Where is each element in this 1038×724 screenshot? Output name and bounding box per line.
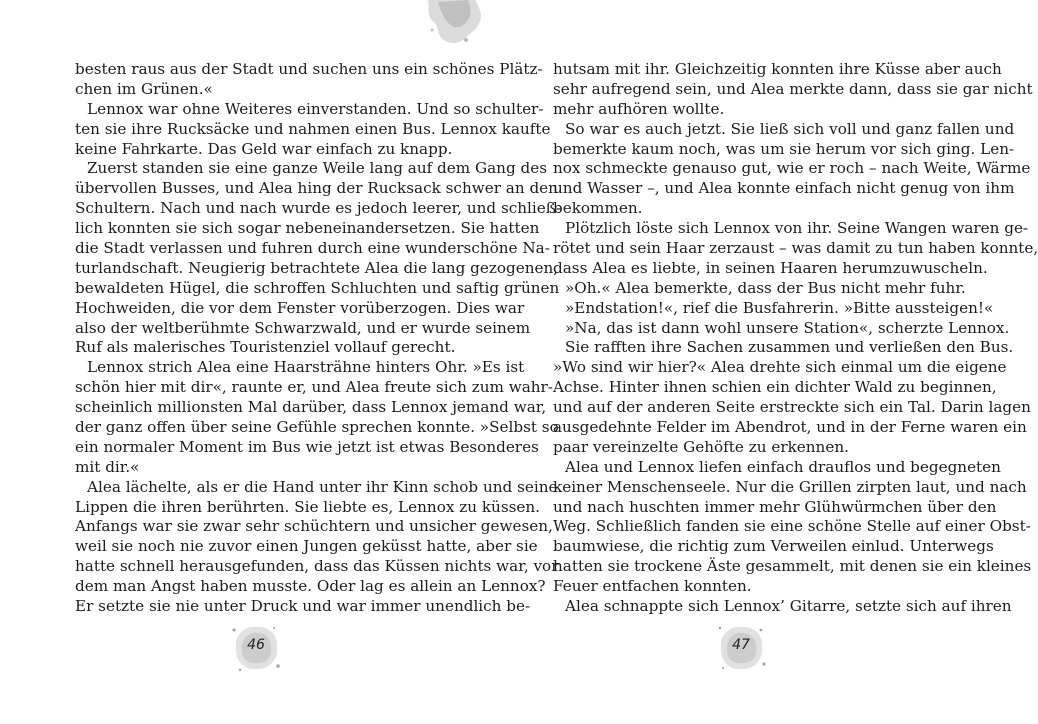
- text-line: Schultern. Nach und nach wurde es jedoch leerer, und schließ-: [75, 199, 562, 218]
- text-line: Er setzte sie nie unter Druck und war immer unendlich be-: [75, 597, 531, 616]
- text-line: ten sie ihre Rucksäcke und nahmen einen Bus. Lennox kaufte: [75, 119, 551, 138]
- text-line: rötet und sein Haar zerzaust – was damit zu tun haben konnte,: [553, 239, 1038, 258]
- text-line: und nach huschten immer mehr Glühwürmchen über den: [553, 497, 997, 516]
- text-line: »Wo sind wir hier?« Alea drehte sich einmal um die eigene: [553, 358, 1007, 377]
- text-line: sehr aufregend sein, und Alea merkte dann, dass sie gar nicht: [553, 79, 1033, 98]
- text-line: weil sie noch nie zuvor einen Jungen geküsst hatte, aber sie: [75, 537, 538, 556]
- text-line: der ganz offen über seine Gefühle sprechen konnte. »Selbst so: [75, 418, 559, 437]
- text-line: hutsam mit ihr. Gleichzeitig konnten ihre Küsse aber auch: [553, 60, 1002, 78]
- text-line: mit dir.«: [75, 457, 140, 476]
- text-line: übervollen Busses, und Alea hing der Rucksack schwer an den: [75, 179, 558, 198]
- text-line: Hochweiden, die vor dem Fenster vorüberzogen. Dies war: [75, 298, 525, 317]
- watercolor-splash-icon: [420, 0, 490, 50]
- text-line: also der weltberühmte Schwarzwald, und er wurde seinem: [75, 318, 531, 337]
- text-line: dem man Angst haben musste. Oder lag es allein an Lennox?: [75, 577, 546, 596]
- text-line: Zuerst standen sie eine ganze Weile lang auf dem Gang des: [87, 159, 548, 178]
- text-line: und auf der anderen Seite erstreckte sich ein Tal. Darin lagen: [553, 398, 1031, 417]
- text-line: bewaldeten Hügel, die schroffen Schluchten und saftig grünen: [75, 278, 560, 297]
- text-line: Sie rafften ihre Sachen zusammen und verließen den Bus.: [565, 338, 1014, 357]
- text-line: Plötzlich löste sich Lennox von ihr. Seine Wangen waren ge-: [565, 219, 1029, 238]
- text-line: So war es auch jetzt. Sie ließ sich voll und ganz fallen und: [565, 119, 1015, 138]
- text-line: und Wasser –, und Alea konnte einfach nicht genug von ihm: [553, 179, 1015, 198]
- text-line: Anfangs war sie zwar sehr schüchtern und unsicher gewesen,: [75, 517, 553, 536]
- text-line: hatte schnell herausgefunden, dass das Küssen nichts war, vor: [75, 557, 559, 576]
- left-page: [75, 60, 562, 617]
- text-line: Alea und Lennox liefen einfach drauflos und begegneten: [565, 457, 1001, 476]
- text-line: Lippen die ihren berührten. Sie liebte es, Lennox zu küssen.: [75, 497, 541, 516]
- text-line: Feuer entfachen konnten.: [553, 577, 752, 596]
- text-line: »Oh.« Alea bemerkte, dass der Bus nicht mehr fuhr.: [565, 278, 966, 297]
- text-line: turlandschaft. Neugierig betrachtete Alea die lang gezogenen,: [75, 258, 559, 277]
- text-line: besten raus aus der Stadt und suchen uns ein schönes Plätz-: [75, 60, 543, 78]
- left-page-number-badge: [226, 618, 286, 678]
- text-line: ein normaler Moment im Bus wie jetzt ist etwas Besonderes: [75, 437, 539, 456]
- text-line: ausgedehnte Felder im Abendrot, und in der Ferne waren ein: [553, 418, 1027, 437]
- text-line: scheinlich millionsten Mal darüber, dass Lennox jemand war,: [75, 398, 547, 417]
- text-line: Lennox strich Alea eine Haarsträhne hinters Ohr. »Es ist: [87, 358, 525, 377]
- text-line: »Na, das ist dann wohl unsere Station«, scherzte Lennox.: [565, 318, 1010, 337]
- text-line: die Stadt verlassen und fuhren durch eine wunderschöne Na-: [75, 239, 550, 258]
- text-line: schön hier mit dir«, raunte er, und Alea freute sich zum wahr-: [75, 378, 553, 397]
- text-line: hatten sie trockene Äste gesammelt, mit denen sie ein kleines: [553, 557, 1032, 576]
- text-line: Lennox war ohne Weiteres einverstanden. Und so schulter-: [87, 99, 544, 118]
- right-page: [553, 60, 1038, 617]
- text-line: Alea schnappte sich Lennox’ Gitarre, setzte sich auf ihren: [565, 597, 1012, 616]
- right-page-number-badge: [711, 618, 771, 678]
- text-line: nox schmeckte genauso gut, wie er roch – nach Weite, Wärme: [553, 159, 1031, 178]
- text-line: keine Fahrkarte. Das Geld war einfach zu knapp.: [75, 139, 453, 158]
- text-line: keiner Menschenseele. Nur die Grillen zirpten laut, und nach: [553, 477, 1027, 496]
- text-line: paar vereinzelte Gehöfte zu erkennen.: [553, 437, 849, 456]
- text-line: chen im Grünen.«: [75, 79, 213, 98]
- text-line: Ruf als malerisches Touristenziel vollauf gerecht.: [75, 338, 456, 357]
- text-line: dass Alea es liebte, in seinen Haaren herumzuwuscheln.: [553, 258, 988, 277]
- text-line: mehr aufhören wollte.: [553, 99, 725, 118]
- text-line: Alea lächelte, als er die Hand unter ihr Kinn schob und seine: [87, 477, 558, 496]
- text-line: »Endstation!«, rief die Busfahrerin. »Bitte aussteigen!«: [565, 298, 994, 317]
- page-number: 46: [247, 637, 265, 653]
- page-number: 47: [732, 637, 750, 653]
- text-line: Weg. Schließlich fanden sie eine schöne Stelle auf einer Obst-: [553, 517, 1031, 536]
- text-line: bemerkte kaum noch, was um sie herum vor sich ging. Len-: [553, 139, 1015, 158]
- text-line: lich konnten sie sich sogar nebeneinandersetzen. Sie hatten: [75, 219, 540, 238]
- text-line: bekommen.: [553, 199, 643, 218]
- text-line: baumwiese, die richtig zum Verweilen einlud. Unterwegs: [553, 537, 994, 556]
- text-line: Achse. Hinter ihnen schien ein dichter Wald zu beginnen,: [553, 378, 997, 397]
